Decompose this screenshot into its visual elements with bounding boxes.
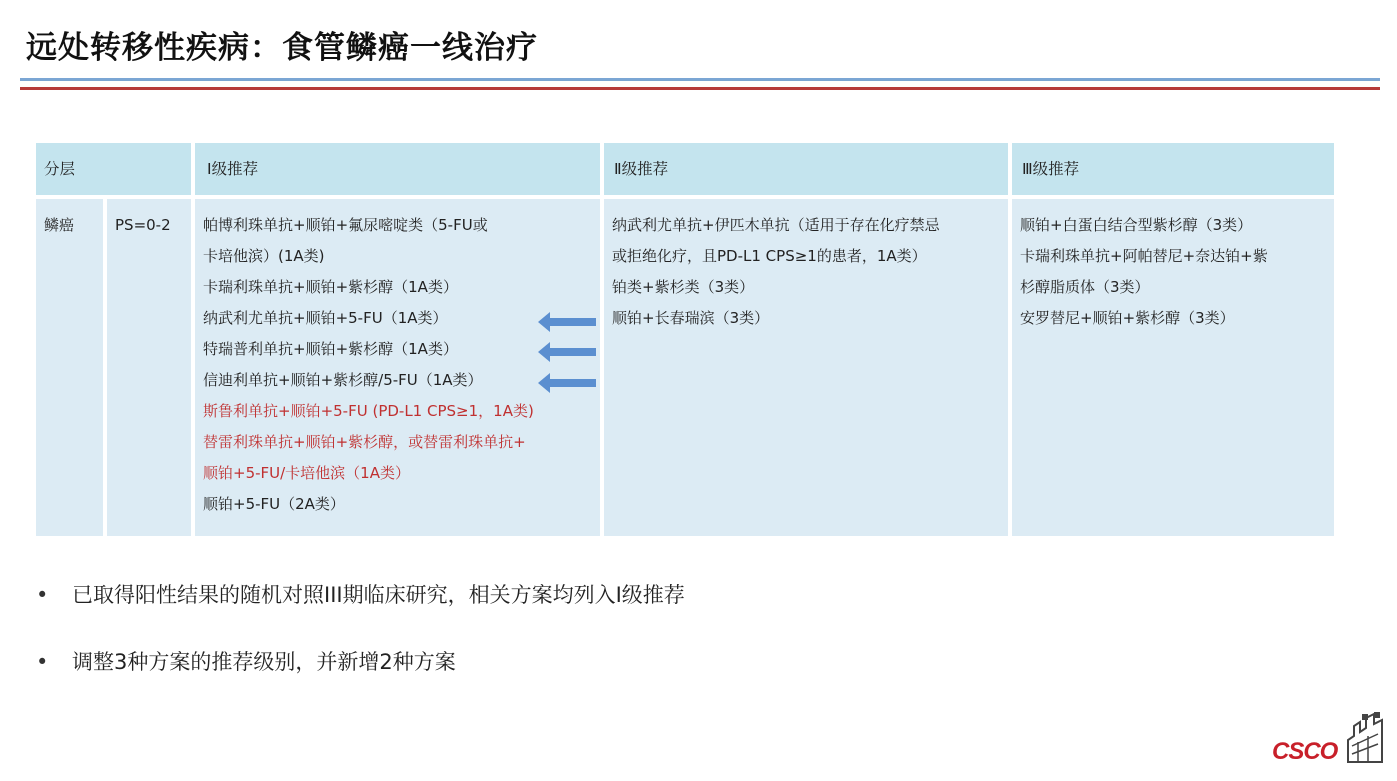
level3-regimen: 顺铂+白蛋白结合型紫杉醇（3类） xyxy=(1020,216,1253,234)
level2-regimen: 或拒绝化疗，且PD-L1 CPS≥1的患者，1A类） xyxy=(612,247,927,265)
ps-value: PS=0-2 xyxy=(115,216,171,234)
level1-regimen: 卡瑞利珠单抗+顺铂+紫杉醇（1A类） xyxy=(203,278,458,296)
page-title: 远处转移性疾病：食管鳞癌一线治疗 xyxy=(26,30,538,66)
bullet-text: 调整3种方案的推荐级别，并新增2种方案 xyxy=(72,650,456,674)
logo-text: CSCO xyxy=(1272,738,1338,765)
level2-regimen: 纳武利尤单抗+伊匹木单抗（适用于存在化疗禁忌 xyxy=(612,216,940,234)
cell-level1 xyxy=(195,199,600,536)
bullet-item xyxy=(36,646,456,676)
great-wall-icon xyxy=(1344,712,1388,766)
level1-regimen: 帕博利珠单抗+顺铂+氟尿嘧啶类（5-FU或 xyxy=(203,216,488,234)
csco-logo xyxy=(1266,708,1390,772)
level2-regimen: 顺铂+长春瑞滨（3类） xyxy=(612,309,770,327)
level1-regimen: 卡培他滨）(1A类) xyxy=(203,247,325,265)
header-level2: Ⅱ级推荐 xyxy=(604,143,1008,195)
level1-regimen: 替雷利珠单抗+顺铂+紫杉醇，或替雷利珠单抗+ xyxy=(203,433,526,451)
header-level3: Ⅲ级推荐 xyxy=(1012,143,1334,195)
cell-type xyxy=(36,199,103,536)
bullet-item xyxy=(36,579,685,609)
left-arrow-icon xyxy=(538,342,598,362)
bullet-text: 已取得阳性结果的随机对照III期临床研究，相关方案均列入I级推荐 xyxy=(72,583,685,607)
level1-regimen: 信迪利单抗+顺铂+紫杉醇/5-FU（1A类） xyxy=(203,371,483,389)
level1-regimen: 顺铂+5-FU/卡培他滨（1A类） xyxy=(203,464,410,482)
level3-regimen: 安罗替尼+顺铂+紫杉醇（3类） xyxy=(1020,309,1235,327)
cell-ps xyxy=(107,199,191,536)
level3-regimen: 杉醇脂质体（3类） xyxy=(1020,278,1150,296)
cell-level3 xyxy=(1012,199,1334,536)
level1-regimen: 斯鲁利单抗+顺铂+5-FU (PD-L1 CPS≥1，1A类) xyxy=(203,402,534,420)
header-level1: Ⅰ级推荐 xyxy=(195,143,600,195)
level1-regimen: 顺铂+5-FU（2A类） xyxy=(203,495,345,513)
bullet-dot-icon: • xyxy=(36,650,49,674)
cancer-type: 鳞癌 xyxy=(44,216,75,234)
level2-regimen: 铂类+紫杉类（3类） xyxy=(612,278,755,296)
left-arrow-icon xyxy=(538,312,598,332)
title-rule-blue xyxy=(20,78,1380,81)
level1-regimen: 特瑞普利单抗+顺铂+紫杉醇（1A类） xyxy=(203,340,458,358)
header-stratify: 分层 xyxy=(36,143,191,195)
cell-level2 xyxy=(604,199,1008,536)
level1-regimen: 纳武利尤单抗+顺铂+5-FU（1A类） xyxy=(203,309,448,327)
level3-regimen: 卡瑞利珠单抗+阿帕替尼+奈达铂+紫 xyxy=(1020,247,1268,265)
left-arrow-icon xyxy=(538,373,598,393)
title-rule-red xyxy=(20,87,1380,90)
bullet-dot-icon: • xyxy=(36,583,49,607)
